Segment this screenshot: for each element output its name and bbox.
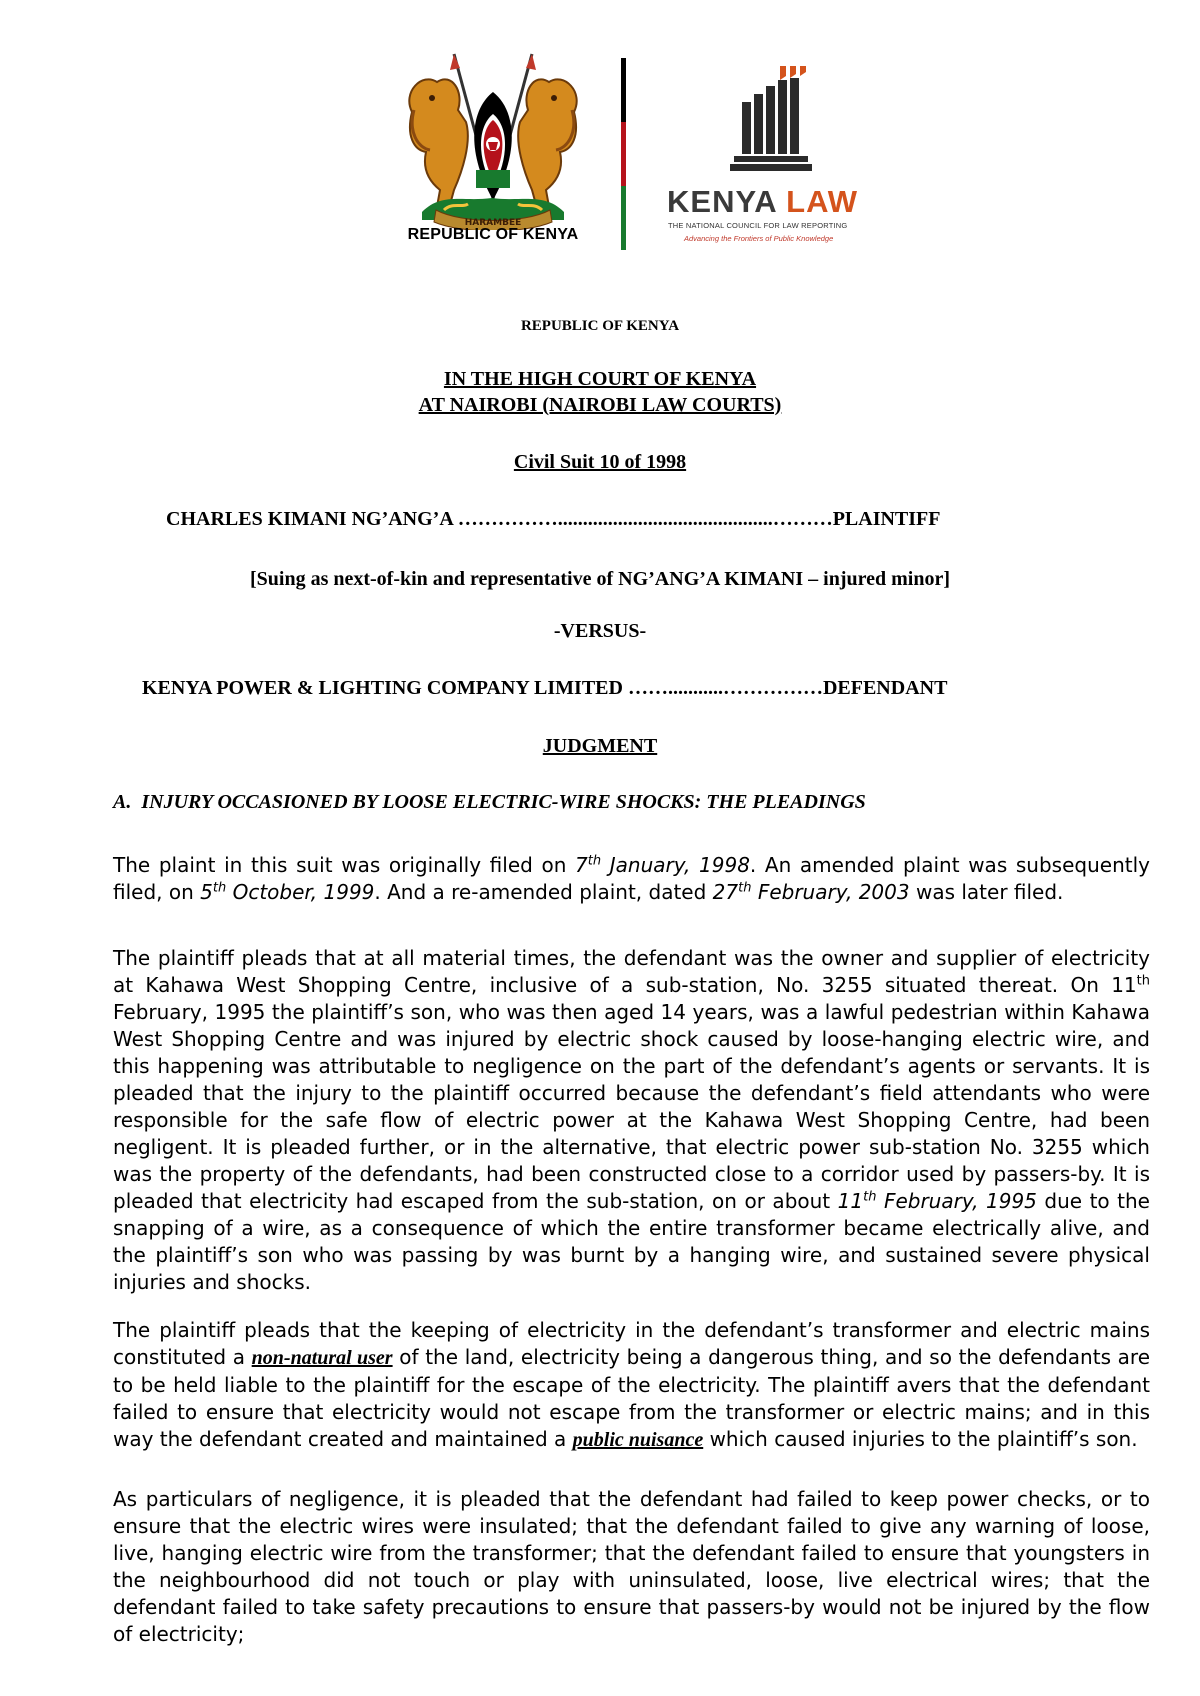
p1-text-2: . An amended plaint was subsequently filed, on bbox=[113, 853, 1150, 904]
kenya-law-subtitle: THE NATIONAL COUNCIL FOR LAW REPORTING bbox=[668, 221, 848, 230]
p1-date2-sup: th bbox=[212, 880, 227, 896]
p3-text-1: The plaintiff pleads that the keeping of electricity in the defendant’s transformer and electric mains constituted a bbox=[113, 1318, 1150, 1369]
p2-text-2: February, 1995 the plaintiff’s son, who was then aged 14 years, was a lawful pedestrian within Kahawa West Shopping Centre and was injured by electric shock caused by loose-hanging electric wire, and this happening was attributable to negligence on the part of the defendant’s agents or servants. It is pleaded that the injury to the plaintiff occurred because the defendant’s field attendants who were responsible for the safe flow of electric power at the Kahawa West Shopping Centre, had been negligent. It is pleaded further, or in the alternative, that electric power sub-station No. 3255 which was the property of the defendants, had been constructed close to a corridor used by passers-by. It is pleaded that electricity had escaped from the sub-station, on or about bbox=[113, 1000, 1150, 1213]
p3-emphasis-non-natural-user: non-natural user bbox=[251, 1347, 393, 1369]
plaintiff-dots: ……………...........................................……… bbox=[457, 508, 833, 530]
p3-text-2: of the land, electricity being a dangerous thing, and so the defendants are to be held liable to the plaintiff for the escape of the electricity. The plaintiff avers that the defendant failed to ensure that electricity would not escape from the transformer or electric mains; and in this way the defendant created and maintained a bbox=[113, 1345, 1150, 1451]
p1-date3-sup: th bbox=[738, 880, 752, 896]
p2-date-day: 11 bbox=[837, 1189, 864, 1213]
kenya-law-title bbox=[667, 184, 858, 220]
p1-date1-rest: January, 1998 bbox=[601, 853, 750, 877]
paragraph-1 bbox=[113, 852, 1150, 906]
section-a-title: INJURY OCCASIONED BY LOOSE ELECTRIC-WIRE SHOCKS: THE PLEADINGS bbox=[141, 791, 866, 813]
defendant-role: DEFENDANT bbox=[822, 677, 948, 699]
p2-date-sup: th bbox=[863, 1189, 877, 1205]
p3-emphasis-public-nuisance: public nuisance bbox=[572, 1429, 704, 1451]
kenya-law-title-kenya: KENYA bbox=[667, 184, 777, 219]
divider-black-segment bbox=[621, 58, 626, 122]
p1-date3-rest: February, 2003 bbox=[751, 880, 910, 904]
paragraph-3 bbox=[113, 1317, 1150, 1454]
motto-text: HARAMBEE bbox=[464, 218, 522, 228]
divider-red-segment bbox=[621, 122, 626, 186]
p1-text-1: The plaint in this suit was originally filed on bbox=[113, 853, 576, 877]
plaintiff-role: PLAINTIFF bbox=[832, 508, 941, 530]
section-a-label: A. bbox=[113, 791, 132, 813]
p1-date1-day: 7 bbox=[575, 853, 588, 877]
court-heading-line1: IN THE HIGH COURT OF KENYA bbox=[443, 368, 757, 390]
coat-of-arms-icon bbox=[392, 52, 594, 230]
plaintiff-name: CHARLES KIMANI NG’ANG’A bbox=[166, 508, 453, 530]
coat-of-arms-caption: REPUBLIC OF KENYA bbox=[407, 226, 579, 243]
defendant-line bbox=[142, 677, 947, 700]
p1-date1-sup: th bbox=[587, 853, 602, 869]
p1-date3-day: 27 bbox=[712, 880, 739, 904]
kenya-law-logo-mark bbox=[728, 64, 818, 176]
p2-sup-1: th bbox=[1136, 973, 1150, 989]
kenya-law-pillars-icon bbox=[728, 64, 818, 176]
p2-text-1: The plaintiff pleads that at all material times, the defendant was the owner and supplier of electricity at Kahawa West Shopping Centre, inclusive of a sub-station, No. 3255 situated thereat. On 11 bbox=[113, 946, 1150, 997]
p1-text-3: . And a re-amended plaint, dated bbox=[374, 880, 713, 904]
p1-date2-day: 5 bbox=[200, 880, 213, 904]
kenya-law-tagline: Advancing the Frontiers of Public Knowledge bbox=[684, 234, 834, 243]
p1-date2-rest: October, 1999 bbox=[226, 880, 375, 904]
civil-suit-number: Civil Suit 10 of 1998 bbox=[513, 451, 687, 473]
p2-text-3: due to the snapping of a wire, as a consequence of which the entire transformer became electrically alive, and the plaintiff’s son who was passing by was burnt by a hanging wire, and sustained severe physical injuries and shocks. bbox=[113, 1189, 1150, 1294]
divider-green-segment bbox=[621, 186, 626, 250]
header-divider bbox=[621, 58, 626, 250]
plaintiff-line bbox=[166, 508, 940, 531]
p3-text-3: which caused injuries to the plaintiff’s son. bbox=[703, 1427, 1138, 1451]
section-a-heading bbox=[113, 791, 866, 814]
defendant-dots: ……...........…………… bbox=[627, 677, 823, 699]
suing-note: [Suing as next-of-kin and representative of NG’ANG’A KIMANI – injured minor] bbox=[249, 568, 950, 590]
p1-text-4: was later filed. bbox=[909, 880, 1064, 904]
versus-label: -VERSUS- bbox=[553, 620, 647, 642]
judgment-heading: JUDGMENT bbox=[542, 735, 658, 757]
kenya-law-title-law: LAW bbox=[786, 184, 859, 219]
defendant-name: KENYA POWER & LIGHTING COMPANY LIMITED bbox=[142, 677, 623, 699]
paragraph-2 bbox=[113, 945, 1150, 1296]
republic-heading: REPUBLIC OF KENYA bbox=[520, 318, 680, 334]
court-heading-line2: AT NAIROBI (NAIROBI LAW COURTS) bbox=[418, 394, 782, 416]
paragraph-4: As particulars of negligence, it is pleaded that the defendant had failed to keep power checks, or to ensure that the electric wires were insulated; that the defendant failed to give any warning of loose, live, hanging electric wire from the transformer; that the defendant failed to ensure that youngsters in the neighbourhood did not touch or play with uninsulated, loose, live electrical wires; that the defendant failed to take safety precautions to ensure that passers-by would not be injured by the flow of electricity; bbox=[113, 1487, 1150, 1646]
coat-of-arms-logo bbox=[392, 52, 594, 230]
p2-date-rest: February, 1995 bbox=[876, 1189, 1037, 1213]
